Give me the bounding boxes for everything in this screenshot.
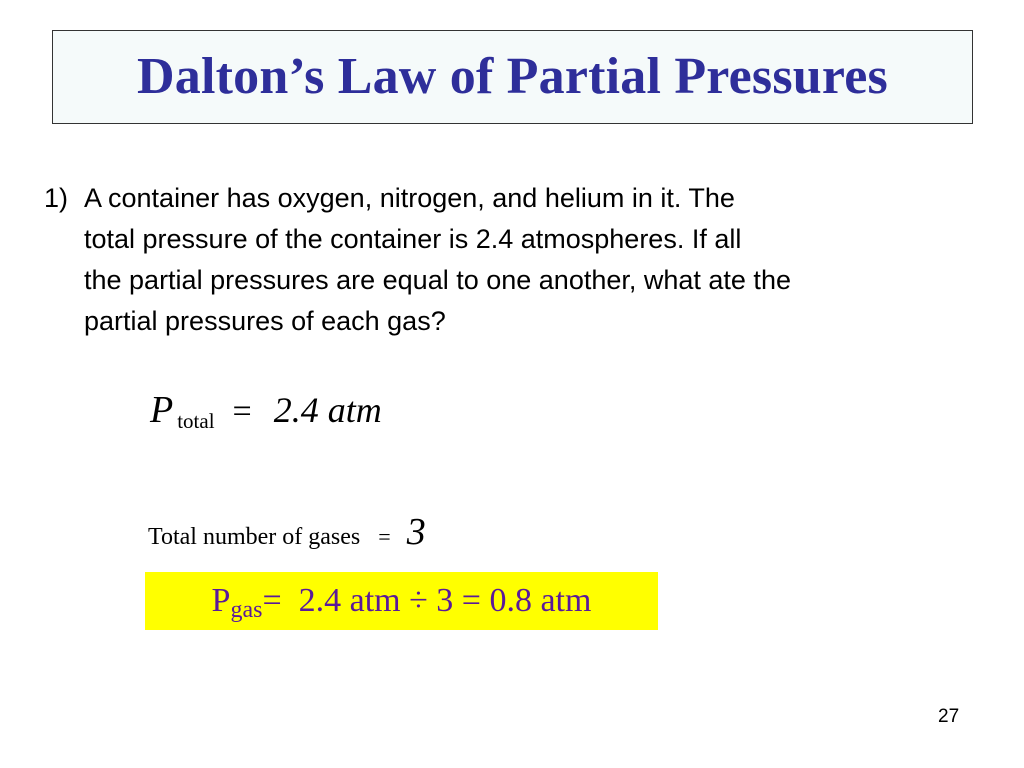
gases-count-label: Total number of gases xyxy=(148,524,361,550)
gases-count-equation xyxy=(148,510,426,554)
result-expression: = 2.4 atm ÷ 3 = 0.8 atm xyxy=(262,582,592,619)
problem-text: A container has oxygen, nitrogen, and helium in it. The total pressure of the container is 2.4 atmospheres. If all the partial pressures are equal to one another, what ate the partial pressures of each gas? xyxy=(84,183,791,336)
page-number: 27 xyxy=(938,706,960,727)
gases-count-value: 3 xyxy=(406,511,426,553)
total-pressure-equation xyxy=(150,388,382,432)
slide-title: Dalton’s Law of Partial Pressures xyxy=(137,48,888,105)
result-highlight-box xyxy=(145,572,658,630)
pressure-subscript: total xyxy=(177,409,215,433)
pressure-symbol: P xyxy=(150,389,174,431)
equals-sign: = xyxy=(232,393,252,430)
equals-sign: = xyxy=(378,524,391,549)
title-box xyxy=(52,30,973,124)
result-symbol: P xyxy=(211,582,231,619)
problem-number: 1) xyxy=(44,183,69,213)
total-pressure-value: 2.4 atm xyxy=(273,390,382,430)
result-subscript: gas xyxy=(230,596,263,623)
problem-statement xyxy=(44,178,994,342)
